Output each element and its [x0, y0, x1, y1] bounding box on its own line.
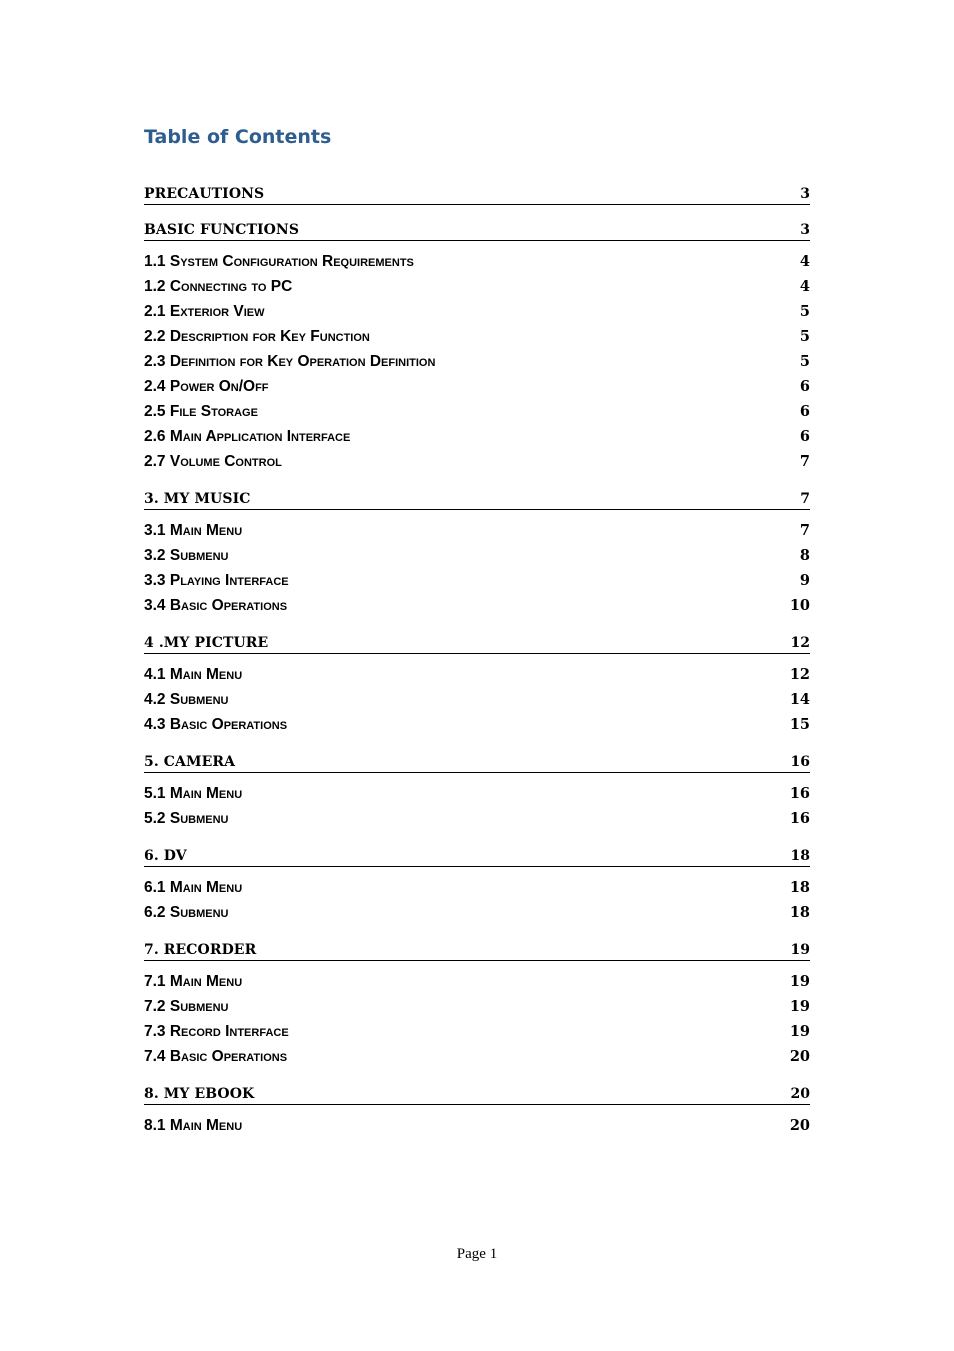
- toc-section-entry[interactable]: [144, 568, 810, 593]
- toc-entry-title: 2.4 Power On/Off: [144, 378, 269, 395]
- page-number-footer: Page 1: [456, 1246, 498, 1262]
- toc-entry-title: 3.4 Basic Operations: [144, 597, 288, 614]
- toc-entry-title: 3.1 Main Menu: [144, 522, 243, 539]
- toc-entry-page-number: 7: [799, 453, 810, 470]
- toc-entry-page-number: 7: [799, 522, 810, 539]
- toc-entry-page-number: 20: [789, 1117, 810, 1134]
- toc-chapter-entry[interactable]: [144, 184, 810, 205]
- toc-entry-page-number: 5: [799, 303, 810, 320]
- toc-section-entry[interactable]: [144, 806, 810, 831]
- toc-entry-title: BASIC FUNCTIONS: [144, 222, 300, 238]
- toc-section-entry[interactable]: [144, 249, 810, 274]
- toc-section-entry[interactable]: [144, 900, 810, 925]
- toc-section-entry[interactable]: [144, 543, 810, 568]
- toc-chapter-entry[interactable]: [144, 633, 810, 654]
- toc-entry-page-number: 12: [790, 635, 810, 651]
- toc-entry-page-number: 8: [799, 547, 810, 564]
- toc-chapter-entry[interactable]: [144, 752, 810, 773]
- toc-entry-page-number: 4: [799, 253, 810, 270]
- toc-entry-title: 2.3 Definition for Key Operation Definition: [144, 353, 436, 370]
- toc-entry-page-number: 19: [789, 998, 810, 1015]
- toc-entry-title: 5.1 Main Menu: [144, 785, 243, 802]
- toc-section-entry[interactable]: [144, 299, 810, 324]
- toc-section-entry[interactable]: [144, 349, 810, 374]
- toc-heading: Table of Contents: [144, 126, 332, 148]
- toc-section-entry[interactable]: [144, 994, 810, 1019]
- toc-entry-page-number: 19: [789, 973, 810, 990]
- toc-entry-page-number: 19: [790, 942, 810, 958]
- toc-entry-title: 7.3 Record Interface: [144, 1023, 289, 1040]
- toc-entry-page-number: 3: [800, 186, 810, 202]
- toc-entry-page-number: 18: [789, 879, 810, 896]
- toc-section-entry[interactable]: [144, 1113, 810, 1138]
- toc-section-entry[interactable]: [144, 662, 810, 687]
- toc-chapter-entry[interactable]: [144, 489, 810, 510]
- toc-entry-title: 7.1 Main Menu: [144, 973, 243, 990]
- toc-entry-page-number: 18: [789, 904, 810, 921]
- toc-entry-title: 4.1 Main Menu: [144, 666, 243, 683]
- toc-entry-title: 3.3 Playing Interface: [144, 572, 289, 589]
- toc-section-entry[interactable]: [144, 875, 810, 900]
- toc-section-entry[interactable]: [144, 449, 810, 474]
- table-of-contents: [144, 184, 810, 1138]
- toc-section-entry[interactable]: [144, 374, 810, 399]
- toc-entry-title: 8. MY EBOOK: [144, 1086, 255, 1102]
- toc-entry-page-number: 14: [789, 691, 810, 708]
- toc-entry-title: 6. DV: [144, 848, 187, 864]
- toc-entry-page-number: 15: [789, 716, 810, 733]
- toc-section-entry[interactable]: [144, 969, 810, 994]
- toc-entry-page-number: 20: [789, 1048, 810, 1065]
- toc-section-entry[interactable]: [144, 712, 810, 737]
- toc-entry-page-number: 5: [799, 353, 810, 370]
- toc-section-entry[interactable]: [144, 518, 810, 543]
- toc-entry-title: 3. MY MUSIC: [144, 491, 251, 507]
- toc-entry-title: 2.7 Volume Control: [144, 453, 282, 470]
- toc-section-entry[interactable]: [144, 687, 810, 712]
- toc-entry-page-number: 10: [789, 597, 810, 614]
- toc-entry-title: 4.2 Submenu: [144, 691, 229, 708]
- toc-section-entry[interactable]: [144, 274, 810, 299]
- toc-entry-title: 7. RECORDER: [144, 942, 257, 958]
- toc-section-entry[interactable]: [144, 781, 810, 806]
- toc-entry-title: 2.1 Exterior View: [144, 303, 265, 320]
- toc-section-entry[interactable]: [144, 399, 810, 424]
- toc-entry-title: PRECAUTIONS: [144, 186, 265, 202]
- toc-entry-page-number: 3: [800, 222, 810, 238]
- toc-section-entry[interactable]: [144, 1044, 810, 1069]
- toc-entry-page-number: 12: [789, 666, 810, 683]
- toc-entry-title: 1.1 System Configuration Requirements: [144, 253, 414, 270]
- toc-chapter-entry[interactable]: [144, 846, 810, 867]
- toc-entry-title: 4 .MY PICTURE: [144, 635, 269, 651]
- toc-entry-page-number: 16: [789, 810, 810, 827]
- toc-entry-title: 5.2 Submenu: [144, 810, 229, 827]
- toc-entry-page-number: 19: [789, 1023, 810, 1040]
- toc-entry-title: 5. CAMERA: [144, 754, 236, 770]
- toc-entry-title: 6.2 Submenu: [144, 904, 229, 921]
- toc-entry-title: 6.1 Main Menu: [144, 879, 243, 896]
- toc-entry-page-number: 18: [790, 848, 810, 864]
- toc-entry-page-number: 9: [799, 572, 810, 589]
- toc-entry-page-number: 7: [800, 491, 810, 507]
- toc-chapter-entry[interactable]: [144, 220, 810, 241]
- toc-chapter-entry[interactable]: [144, 1084, 810, 1105]
- toc-entry-title: 2.5 File Storage: [144, 403, 258, 420]
- toc-entry-title: 3.2 Submenu: [144, 547, 229, 564]
- toc-section-entry[interactable]: [144, 424, 810, 449]
- toc-entry-title: 2.6 Main Application Interface: [144, 428, 351, 445]
- toc-entry-title: 2.2 Description for Key Function: [144, 328, 370, 345]
- toc-entry-page-number: 20: [790, 1086, 810, 1102]
- toc-entry-page-number: 6: [799, 403, 810, 420]
- toc-chapter-entry[interactable]: [144, 940, 810, 961]
- toc-section-entry[interactable]: [144, 1019, 810, 1044]
- toc-entry-page-number: 6: [799, 378, 810, 395]
- toc-entry-page-number: 5: [799, 328, 810, 345]
- toc-entry-title: 8.1 Main Menu: [144, 1117, 243, 1134]
- toc-entry-title: 7.4 Basic Operations: [144, 1048, 288, 1065]
- toc-entry-title: 4.3 Basic Operations: [144, 716, 288, 733]
- toc-entry-page-number: 4: [799, 278, 810, 295]
- toc-entry-page-number: 6: [799, 428, 810, 445]
- toc-entry-title: 7.2 Submenu: [144, 998, 229, 1015]
- toc-entry-title: 1.2 Connecting to PC: [144, 278, 293, 295]
- toc-entry-page-number: 16: [790, 754, 810, 770]
- toc-entry-page-number: 16: [789, 785, 810, 802]
- toc-section-entry[interactable]: [144, 324, 810, 349]
- toc-section-entry[interactable]: [144, 593, 810, 618]
